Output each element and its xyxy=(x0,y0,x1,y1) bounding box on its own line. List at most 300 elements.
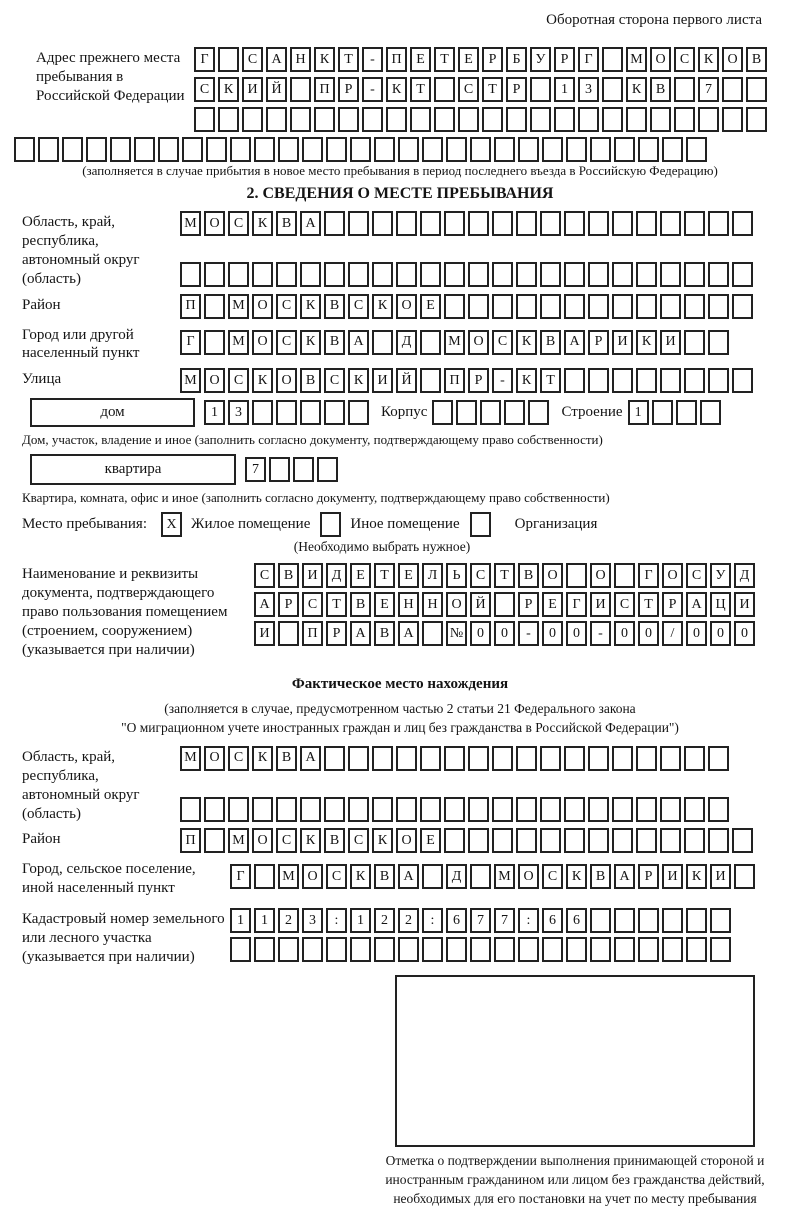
cadastral-line1 xyxy=(230,908,731,933)
char-cell: М xyxy=(228,330,249,355)
char-cell xyxy=(636,211,657,236)
char-cell xyxy=(636,262,657,287)
char-cell: А xyxy=(300,746,321,771)
char-cell: О xyxy=(396,828,417,853)
char-cell: Й xyxy=(266,77,287,102)
char-cell xyxy=(228,797,249,822)
char-cell: С xyxy=(542,864,563,889)
char-cell xyxy=(470,937,491,962)
char-cell: В xyxy=(300,368,321,393)
char-cell: Р xyxy=(554,47,575,72)
char-cell: К xyxy=(516,330,537,355)
char-cell: Р xyxy=(468,368,489,393)
char-cell xyxy=(468,746,489,771)
char-cell xyxy=(444,746,465,771)
char-cell xyxy=(276,400,297,425)
char-cell xyxy=(422,864,443,889)
char-cell: - xyxy=(518,621,539,646)
char-cell xyxy=(446,937,467,962)
char-cell: М xyxy=(180,746,201,771)
char-cell xyxy=(396,262,417,287)
char-cell xyxy=(662,137,683,162)
char-cell: Е xyxy=(410,47,431,72)
char-cell: О xyxy=(662,563,683,588)
stroenie-label: Строение xyxy=(561,404,623,421)
char-cell xyxy=(38,137,59,162)
char-cell xyxy=(602,47,623,72)
char-cell xyxy=(324,262,345,287)
char-cell xyxy=(278,137,299,162)
actual-region-line1 xyxy=(180,746,729,771)
char-cell: К xyxy=(252,746,273,771)
char-cell xyxy=(684,294,705,319)
char-cell xyxy=(612,797,633,822)
char-cell xyxy=(660,746,681,771)
char-cell xyxy=(564,828,585,853)
char-cell xyxy=(300,797,321,822)
char-cell xyxy=(662,908,683,933)
document-line3 xyxy=(254,621,755,646)
char-cell xyxy=(62,137,83,162)
char-cell xyxy=(684,368,705,393)
char-cell: К xyxy=(314,47,335,72)
char-cell xyxy=(612,368,633,393)
char-cell xyxy=(708,797,729,822)
char-cell xyxy=(566,937,587,962)
char-cell xyxy=(444,828,465,853)
char-cell xyxy=(348,797,369,822)
char-cell xyxy=(542,137,563,162)
street-label: Улица xyxy=(22,371,62,388)
char-cell: У xyxy=(530,47,551,72)
char-cell: К xyxy=(636,330,657,355)
char-cell xyxy=(708,828,729,853)
char-cell: 3 xyxy=(302,908,323,933)
char-cell: Г xyxy=(638,563,659,588)
house-row xyxy=(22,398,778,427)
char-cell xyxy=(348,262,369,287)
char-cell: Р xyxy=(482,47,503,72)
char-cell xyxy=(252,400,273,425)
char-cell: О xyxy=(468,330,489,355)
char-cell: 0 xyxy=(542,621,563,646)
char-cell: Е xyxy=(542,592,563,617)
char-cell xyxy=(540,294,561,319)
char-cell: 1 xyxy=(350,908,371,933)
actual-district-label: Район xyxy=(22,831,61,848)
char-cell: 3 xyxy=(578,77,599,102)
char-cell: М xyxy=(444,330,465,355)
char-cell xyxy=(660,262,681,287)
char-cell xyxy=(540,211,561,236)
char-cell xyxy=(540,262,561,287)
char-cell: А xyxy=(300,211,321,236)
char-cell xyxy=(410,107,431,132)
char-cell: 0 xyxy=(494,621,515,646)
char-cell: В xyxy=(374,621,395,646)
char-cell: 0 xyxy=(470,621,491,646)
char-cell xyxy=(612,828,633,853)
char-cell: О xyxy=(276,368,297,393)
char-cell xyxy=(300,262,321,287)
char-cell: : xyxy=(518,908,539,933)
char-cell: 2 xyxy=(278,908,299,933)
char-cell: С xyxy=(348,828,369,853)
char-cell: Т xyxy=(374,563,395,588)
char-cell xyxy=(516,828,537,853)
prev-address-boxes xyxy=(194,47,767,132)
char-cell xyxy=(434,107,455,132)
house-note: Дом, участок, владение и иное (заполнить согласно документу, подтверждающему право собственности) xyxy=(22,432,603,448)
char-cell xyxy=(398,137,419,162)
char-cell: А xyxy=(348,330,369,355)
char-cell: Д xyxy=(446,864,467,889)
region-row xyxy=(22,211,778,289)
district-label: Район xyxy=(22,296,61,313)
char-cell xyxy=(530,77,551,102)
char-cell xyxy=(468,262,489,287)
char-cell xyxy=(398,937,419,962)
char-cell xyxy=(686,908,707,933)
char-cell: В xyxy=(650,77,671,102)
char-cell: И xyxy=(242,77,263,102)
char-cell xyxy=(590,137,611,162)
char-cell xyxy=(482,107,503,132)
char-cell xyxy=(588,797,609,822)
char-cell xyxy=(302,137,323,162)
char-cell xyxy=(660,368,681,393)
section3-title: Фактическое место нахождения xyxy=(291,675,509,692)
char-cell: 6 xyxy=(446,908,467,933)
cadastral-row xyxy=(22,908,778,967)
char-cell: Ц xyxy=(710,592,731,617)
char-cell: 0 xyxy=(734,621,755,646)
char-cell xyxy=(204,330,225,355)
region-line2 xyxy=(180,262,753,287)
char-cell: 0 xyxy=(710,621,731,646)
char-cell: Р xyxy=(662,592,683,617)
char-cell: С xyxy=(276,330,297,355)
char-cell xyxy=(708,294,729,319)
char-cell xyxy=(636,828,657,853)
char-cell: П xyxy=(302,621,323,646)
char-cell xyxy=(492,828,513,853)
char-cell: Т xyxy=(410,77,431,102)
char-cell xyxy=(444,294,465,319)
char-cell xyxy=(254,864,275,889)
char-cell: О xyxy=(396,294,417,319)
char-cell xyxy=(422,621,443,646)
char-cell xyxy=(506,107,527,132)
char-cell xyxy=(326,137,347,162)
char-cell: - xyxy=(362,77,383,102)
char-cell: Р xyxy=(638,864,659,889)
char-cell: Д xyxy=(396,330,417,355)
char-cell: Г xyxy=(578,47,599,72)
char-cell xyxy=(278,621,299,646)
char-cell: П xyxy=(386,47,407,72)
char-cell xyxy=(444,211,465,236)
cadastral-line2 xyxy=(230,937,731,962)
char-cell xyxy=(338,107,359,132)
char-cell xyxy=(588,828,609,853)
char-cell xyxy=(686,137,707,162)
char-cell xyxy=(686,937,707,962)
char-cell xyxy=(614,137,635,162)
street-boxes xyxy=(180,368,753,393)
char-cell: С xyxy=(492,330,513,355)
char-cell: 6 xyxy=(566,908,587,933)
char-cell: М xyxy=(228,294,249,319)
char-cell xyxy=(722,77,743,102)
char-cell: Ь xyxy=(446,563,467,588)
confirmation-stamp-caption: Отметка о подтверждении выполнения принимающей стороной и иностранным гражданином или лицом без гражданства действий, необходимых для его постановки на учет по месту пребывания xyxy=(385,1152,765,1206)
char-cell: С xyxy=(458,77,479,102)
stay-option-residential-label: Жилое помещение xyxy=(191,516,311,533)
char-cell xyxy=(492,262,513,287)
char-cell xyxy=(516,262,537,287)
district-boxes xyxy=(180,294,753,319)
char-cell: Т xyxy=(338,47,359,72)
char-cell xyxy=(588,294,609,319)
char-cell: П xyxy=(314,77,335,102)
char-cell xyxy=(372,746,393,771)
apartment-type-box: квартира xyxy=(30,454,236,485)
char-cell xyxy=(684,262,705,287)
char-cell: С xyxy=(228,211,249,236)
char-cell: В xyxy=(276,211,297,236)
char-cell xyxy=(492,746,513,771)
street-row xyxy=(22,368,778,393)
char-cell xyxy=(734,864,755,889)
char-cell xyxy=(180,262,201,287)
char-cell: В xyxy=(324,294,345,319)
char-cell: А xyxy=(398,864,419,889)
section3-notes xyxy=(22,699,778,738)
char-cell xyxy=(710,937,731,962)
char-cell xyxy=(422,137,443,162)
prev-address-line2 xyxy=(194,77,767,102)
char-cell xyxy=(276,797,297,822)
char-cell: В xyxy=(518,563,539,588)
char-cell xyxy=(324,746,345,771)
char-cell: Т xyxy=(540,368,561,393)
char-cell: Г xyxy=(194,47,215,72)
char-cell: Е xyxy=(374,592,395,617)
char-cell: О xyxy=(204,211,225,236)
char-cell: О xyxy=(252,294,273,319)
stay-type-row xyxy=(22,512,778,537)
char-cell xyxy=(660,797,681,822)
char-cell: О xyxy=(542,563,563,588)
char-cell xyxy=(564,746,585,771)
char-cell xyxy=(588,262,609,287)
char-cell xyxy=(218,47,239,72)
char-cell: 0 xyxy=(614,621,635,646)
char-cell: А xyxy=(564,330,585,355)
char-cell: И xyxy=(660,330,681,355)
char-cell xyxy=(660,828,681,853)
char-cell xyxy=(590,908,611,933)
char-cell xyxy=(636,368,657,393)
char-cell xyxy=(554,107,575,132)
char-cell xyxy=(396,797,417,822)
char-cell: Г xyxy=(180,330,201,355)
stay-option-organization-label: Организация xyxy=(514,516,598,533)
char-cell xyxy=(578,107,599,132)
char-cell xyxy=(290,77,311,102)
char-cell: О xyxy=(204,368,225,393)
char-cell xyxy=(516,746,537,771)
city-label: Город или другой населенный пункт xyxy=(22,326,140,362)
char-cell: Н xyxy=(290,47,311,72)
char-cell: В xyxy=(324,828,345,853)
char-cell xyxy=(494,937,515,962)
char-cell xyxy=(746,107,767,132)
char-cell: Е xyxy=(350,563,371,588)
char-cell: Т xyxy=(638,592,659,617)
char-cell xyxy=(626,107,647,132)
char-cell xyxy=(732,211,753,236)
char-cell xyxy=(708,746,729,771)
prev-address-line3 xyxy=(194,107,767,132)
char-cell: О xyxy=(252,828,273,853)
house-type-box: дом xyxy=(30,398,195,427)
char-cell xyxy=(110,137,131,162)
cadastral-label: Кадастровый номер земельного или лесного участка (указывается при наличии) xyxy=(22,911,225,966)
char-cell xyxy=(182,137,203,162)
char-cell: К xyxy=(626,77,647,102)
char-cell xyxy=(684,330,705,355)
char-cell xyxy=(638,137,659,162)
char-cell xyxy=(602,77,623,102)
region-line1 xyxy=(180,211,753,236)
char-cell: 0 xyxy=(686,621,707,646)
char-cell: С xyxy=(302,592,323,617)
char-cell: И xyxy=(662,864,683,889)
city-boxes xyxy=(180,330,729,355)
char-cell xyxy=(230,937,251,962)
char-cell: Г xyxy=(230,864,251,889)
prev-address-line4 xyxy=(14,137,778,162)
char-cell: К xyxy=(252,211,273,236)
char-cell: К xyxy=(386,77,407,102)
char-cell: Й xyxy=(470,592,491,617)
char-cell: Е xyxy=(420,294,441,319)
document-line1 xyxy=(254,563,755,588)
char-cell xyxy=(252,262,273,287)
char-cell: 0 xyxy=(566,621,587,646)
char-cell xyxy=(362,107,383,132)
char-cell xyxy=(420,746,441,771)
char-cell xyxy=(588,746,609,771)
char-cell: Р xyxy=(506,77,527,102)
char-cell xyxy=(700,400,721,425)
prev-address-line1 xyxy=(194,47,767,72)
char-cell xyxy=(636,797,657,822)
char-cell: О xyxy=(518,864,539,889)
actual-city-boxes xyxy=(230,864,755,889)
char-cell: И xyxy=(734,592,755,617)
char-cell: С xyxy=(326,864,347,889)
apartment-boxes xyxy=(245,457,338,482)
char-cell: Н xyxy=(398,592,419,617)
char-cell xyxy=(494,137,515,162)
char-cell xyxy=(468,797,489,822)
char-cell: С xyxy=(348,294,369,319)
char-cell xyxy=(710,908,731,933)
char-cell xyxy=(350,937,371,962)
char-cell xyxy=(638,937,659,962)
char-cell xyxy=(746,77,767,102)
char-cell xyxy=(660,294,681,319)
char-cell: Р xyxy=(326,621,347,646)
char-cell xyxy=(218,107,239,132)
char-cell: Б xyxy=(506,47,527,72)
char-cell xyxy=(14,137,35,162)
char-cell: 2 xyxy=(398,908,419,933)
char-cell xyxy=(326,937,347,962)
char-cell xyxy=(684,797,705,822)
char-cell: О xyxy=(650,47,671,72)
char-cell xyxy=(564,211,585,236)
char-cell: 1 xyxy=(254,908,275,933)
char-cell xyxy=(420,797,441,822)
char-cell: Р xyxy=(338,77,359,102)
char-cell: / xyxy=(662,621,683,646)
char-cell: И xyxy=(710,864,731,889)
prev-address-note: (заполняется в случае прибытия в новое место пребывания в период последнего въезда в Российскую Федерацию) xyxy=(82,163,718,178)
char-cell xyxy=(684,828,705,853)
char-cell xyxy=(444,262,465,287)
char-cell xyxy=(420,211,441,236)
char-cell xyxy=(372,211,393,236)
char-cell xyxy=(252,797,273,822)
char-cell xyxy=(396,746,417,771)
region-boxes xyxy=(180,211,753,287)
char-cell xyxy=(660,211,681,236)
char-cell: Е xyxy=(420,828,441,853)
char-cell xyxy=(564,368,585,393)
char-cell: Л xyxy=(422,563,443,588)
char-cell xyxy=(504,400,525,425)
char-cell xyxy=(602,107,623,132)
char-cell xyxy=(324,211,345,236)
char-cell xyxy=(650,107,671,132)
char-cell: 2 xyxy=(374,908,395,933)
prev-address-label: Адрес прежнего места пребывания в Российской Федерации xyxy=(36,50,185,104)
char-cell xyxy=(542,937,563,962)
char-cell: К xyxy=(350,864,371,889)
char-cell xyxy=(348,746,369,771)
char-cell xyxy=(278,937,299,962)
city-row xyxy=(22,324,778,364)
char-cell: С xyxy=(242,47,263,72)
char-cell: К xyxy=(372,828,393,853)
char-cell xyxy=(732,294,753,319)
char-cell: К xyxy=(372,294,393,319)
char-cell xyxy=(516,294,537,319)
char-cell: К xyxy=(686,864,707,889)
char-cell: Т xyxy=(434,47,455,72)
char-cell xyxy=(468,211,489,236)
char-cell: Т xyxy=(494,563,515,588)
char-cell xyxy=(242,107,263,132)
char-cell xyxy=(317,457,338,482)
char-cell xyxy=(518,137,539,162)
stay-option-organization-checkbox xyxy=(470,512,491,537)
char-cell: Р xyxy=(278,592,299,617)
